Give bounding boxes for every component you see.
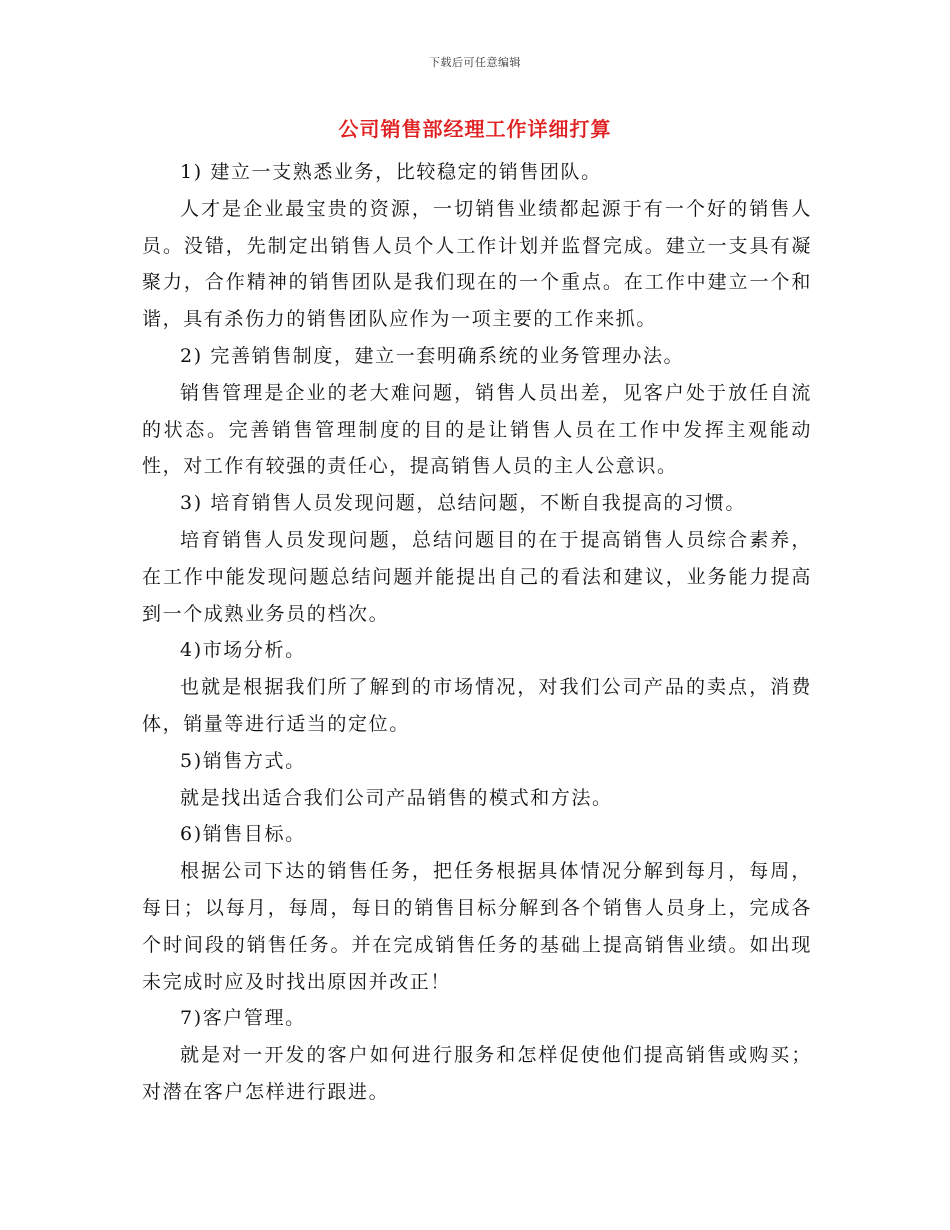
paragraph: 4)市场分析。	[180, 639, 306, 662]
paragraph: 根据公司下达的销售任务，把任务根据具体情况分解到每月，每周，每日；以每月，每周，每日的销售目标分解到各个销售人员身上，完成各个时间段的销售任务。并在完成销售任务的基础上提高销售业绩。如出现未完成时应及时找出原因并改正！	[142, 860, 812, 993]
paragraph: 5)销售方式。	[180, 749, 306, 772]
header-note: 下载后可任意编辑	[429, 56, 521, 69]
paragraph: 销售管理是企业的老大难问题，销售人员出差，见客户处于放任自流的状态。完善销售管理制度的目的是让销售人员在工作中发挥主观能动性，对工作有较强的责任心，提高销售人员的主人公意识。	[142, 381, 812, 478]
paragraph: 2) 完善销售制度，建立一套明确系统的业务管理办法。	[180, 344, 685, 367]
document-body	[142, 154, 812, 1111]
paragraph: 1) 建立一支熟悉业务，比较稳定的销售团队。	[180, 161, 602, 183]
paragraph: 6)销售目标。	[180, 823, 306, 846]
paragraph: 培育销售人员发现问题，总结问题目的在于提高销售人员综合素养，在工作中能发现问题总结问题并能提出自己的看法和建议，业务能力提高到一个成熟业务员的档次。	[142, 528, 812, 625]
paragraph: 人才是企业最宝贵的资源，一切销售业绩都起源于有一个好的销售人员。没错，先制定出销售人员个人工作计划并监督完成。建立一支具有凝聚力，合作精神的销售团队是我们现在的一个重点。在工作中建立一个和谐，具有杀伤力的销售团队应作为一项主要的工作来抓。	[142, 197, 812, 331]
paragraph: 7)客户管理。	[180, 1007, 306, 1030]
document-title: 公司销售部经理工作详细打算	[338, 117, 612, 141]
paragraph: 3) 培育销售人员发现问题，总结问题，不断自我提高的习惯。	[180, 492, 746, 515]
paragraph: 就是找出适合我们公司产品销售的模式和方法。	[180, 786, 613, 809]
paragraph: 也就是根据我们所了解到的市场情况，对我们公司产品的卖点，消费体，销量等进行适当的定位。	[142, 676, 812, 735]
paragraph: 就是对一开发的客户如何进行服务和怎样促使他们提高销售或购买；对潜在客户怎样进行跟进。	[142, 1044, 812, 1103]
